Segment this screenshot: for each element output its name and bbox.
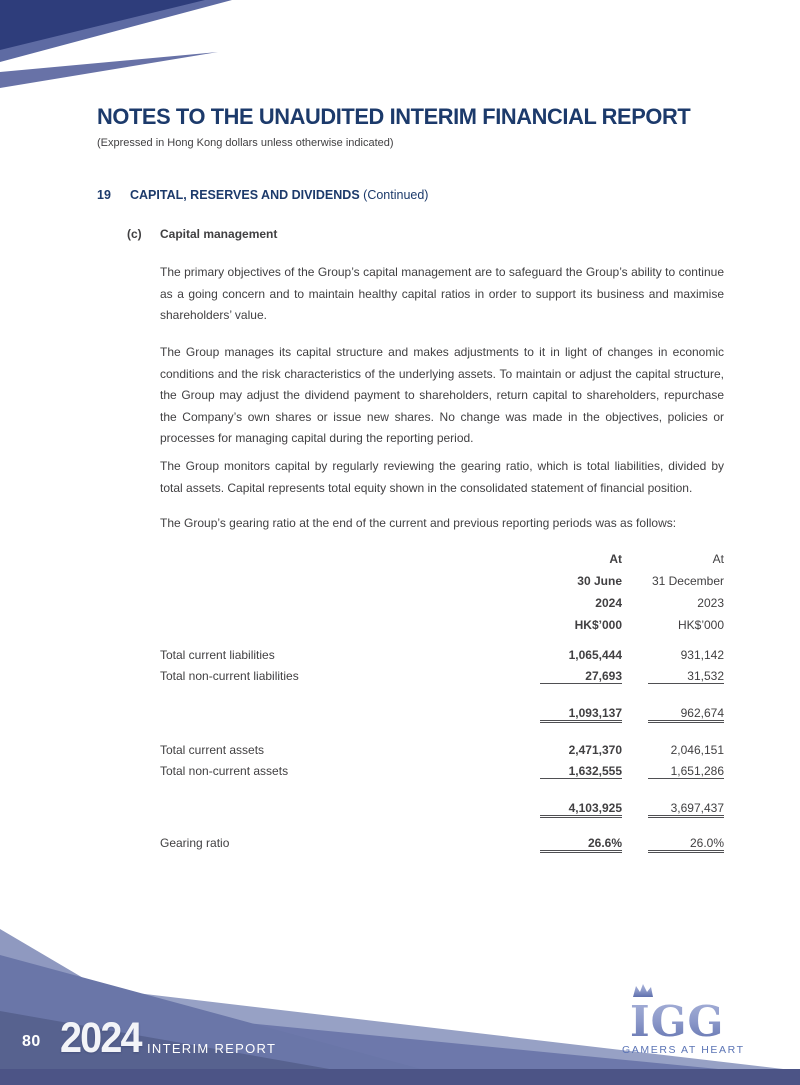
value-prior: 3,697,437 (648, 801, 724, 818)
table-row (160, 669, 724, 690)
column-header-prior: At 31 December 2023 HK$’000 (651, 552, 724, 632)
value-current: 4,103,925 (540, 801, 622, 818)
table-subtotal-row (160, 706, 724, 730)
logo-tagline: GAMERS AT HEART (622, 1044, 745, 1056)
page-title: NOTES TO THE UNAUDITED INTERIM FINANCIAL REPORT (97, 104, 691, 129)
value-prior: 931,142 (680, 648, 724, 662)
value-current: 1,065,444 (568, 648, 622, 662)
value-prior: 2,046,151 (670, 743, 724, 757)
subsection-heading (127, 227, 277, 241)
table-spacer (160, 690, 724, 706)
section-number: 19 (97, 188, 111, 202)
column-header-current: At 30 June 2024 HK$’000 (574, 552, 622, 632)
table-subtotal-row (160, 801, 724, 825)
report-year: 2024 (60, 1014, 141, 1062)
page-subtitle: (Expressed in Hong Kong dollars unless otherwise indicated) (97, 137, 394, 149)
logo-text: IGG (630, 997, 725, 1046)
paragraph: The Group monitors capital by regularly reviewing the gearing ratio, which is total liabilities, divided by total assets. Capital represents total equity shown in the consolidated statement of financial position. (160, 459, 724, 495)
value-current: 1,093,137 (540, 706, 622, 723)
table-spacer (160, 825, 724, 836)
table-row (160, 743, 724, 764)
value-current: 26.6% (540, 836, 622, 853)
value-current: 1,632,555 (540, 764, 622, 779)
row-label: Gearing ratio (160, 836, 230, 850)
row-label: Total non-current assets (160, 764, 289, 778)
gearing-ratio-row (160, 836, 724, 860)
table-spacer (160, 785, 724, 801)
value-prior: 26.0% (648, 836, 724, 853)
row-label: Total current liabilities (160, 648, 275, 662)
value-current: 2,471,370 (568, 743, 622, 757)
value-prior: 31,532 (648, 669, 724, 684)
table-row (160, 648, 724, 669)
row-label: Total current assets (160, 743, 265, 757)
value-current: 27,693 (540, 669, 622, 684)
table-header-row (160, 548, 724, 636)
row-label: Total non-current liabilities (160, 669, 299, 683)
subsection-letter: (c) (127, 227, 142, 241)
section-title: CAPITAL, RESERVES AND DIVIDENDS (130, 188, 360, 202)
igg-logo (620, 984, 756, 1058)
paragraph: The primary objectives of the Group’s capital management are to safeguard the Group’s ability to continue as a going concern and to maintain healthy capital ratios in order to support its business and maximise shareholders’ value. (160, 265, 724, 322)
value-prior: 962,674 (648, 706, 724, 723)
paragraph: The Group’s gearing ratio at the end of the current and previous reporting periods was as follows: (160, 516, 677, 530)
report-label: INTERIM REPORT (147, 1041, 277, 1056)
gearing-ratio-table (160, 548, 724, 860)
table-spacer (160, 730, 724, 743)
section-continued: (Continued) (363, 188, 429, 202)
corner-decoration (0, 0, 250, 95)
section-heading (97, 188, 428, 202)
table-row (160, 764, 724, 785)
crown-icon (633, 984, 653, 997)
subsection-title: Capital management (160, 227, 278, 241)
value-prior: 1,651,286 (648, 764, 724, 779)
paragraph: The Group manages its capital structure and makes adjustments to it in light of changes in economic conditions and the risk characteristics of the underlying assets. To maintain or adjust the capital structure, the Group may adjust the dividend payment to shareholders, return capital to shareholders, repurchase the Company’s own shares or issue new shares. No change was made in the objectives, policies or processes for managing capital during the reporting period. (160, 345, 724, 445)
page-number: 80 (22, 1033, 41, 1050)
